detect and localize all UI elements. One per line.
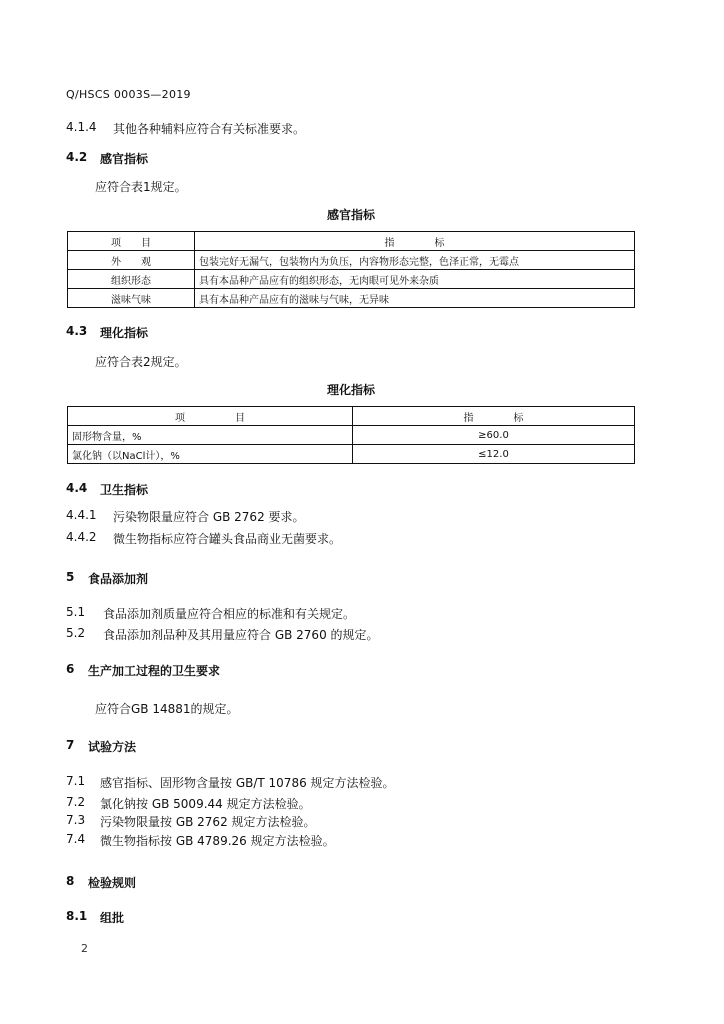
clause-number: 4.1.4 [66,120,97,134]
clause-text: 其他各种辅料应符合有关标准要求。 [113,122,306,136]
section-number: 4.4 [66,481,88,495]
section-title: 检验规则 [88,876,137,890]
clause-number: 7.2 [66,795,86,809]
section-number: 8 [66,874,75,888]
header-spec: 指 标 [195,232,635,251]
table-caption: 感官指标 [327,208,376,222]
section-number: 4.3 [66,324,88,338]
clause-text: 感官指标、固形物含量按 GB/T 10786 规定方法检验。 [100,776,395,790]
section-number: 4.2 [66,150,88,164]
header-item: 项 目 [68,232,195,251]
table-row [68,426,635,445]
table-cell: 具有本品种产品应有的组织形态，无肉眼可见外来杂质 [195,270,635,289]
table-row [68,445,635,464]
table-row [68,289,635,308]
paragraph: 应符合GB 14881的规定。 [95,702,239,716]
table-header-row [68,407,635,426]
clause-number: 7.4 [66,832,86,846]
table-cell: 滋味气味 [68,289,195,308]
clause-number: 5.1 [66,605,86,619]
header-item: 项 目 [68,407,353,426]
section-title: 生产加工过程的卫生要求 [88,664,221,678]
page-number: 2 [81,942,88,955]
table-row [68,251,635,270]
paragraph: 应符合表2规定。 [95,355,187,369]
table-cell: ≥60.0 [353,426,635,445]
clause-text: 微生物指标应符合罐头食品商业无菌要求。 [113,532,342,546]
sensory-table [67,231,635,308]
clause-number: 7.1 [66,774,86,788]
table-cell: ≤12.0 [353,445,635,464]
section-title: 卫生指标 [100,483,149,497]
clause-number: 7.3 [66,813,86,827]
section-number: 7 [66,738,75,752]
table-caption: 理化指标 [327,383,376,397]
table-header-row [68,232,635,251]
clause-text: 食品添加剂质量应符合相应的标准和有关规定。 [103,607,356,621]
section-number: 5 [66,570,75,584]
paragraph: 应符合表1规定。 [95,180,187,194]
clause-number: 5.2 [66,626,86,640]
table-row [68,270,635,289]
section-number: 6 [66,662,75,676]
physicochemical-table [67,406,635,464]
table-cell: 固形物含量，% [68,426,353,445]
clause-text: 污染物限量应符合 GB 2762 要求。 [113,510,305,524]
clause-number: 4.4.2 [66,530,97,544]
header-spec: 指 标 [353,407,635,426]
clause-text: 微生物指标按 GB 4789.26 规定方法检验。 [100,834,335,848]
section-number: 8.1 [66,909,88,923]
table-cell: 组织形态 [68,270,195,289]
section-title: 食品添加剂 [88,572,149,586]
table-cell: 外 观 [68,251,195,270]
section-title: 组批 [100,911,125,925]
table-cell: 包装完好无漏气，包装物内为负压，内容物形态完整，色泽正常，无霉点 [195,251,635,270]
table-cell: 氯化钠（以NaCl计），% [68,445,353,464]
section-title: 感官指标 [100,152,149,166]
section-title: 试验方法 [88,740,137,754]
document-id: Q/HSCS 0003S—2019 [66,88,191,101]
clause-number: 4.4.1 [66,508,97,522]
section-title: 理化指标 [100,326,149,340]
clause-text: 食品添加剂品种及其用量应符合 GB 2760 的规定。 [103,628,379,642]
clause-text: 氯化钠按 GB 5009.44 规定方法检验。 [100,797,311,811]
table-cell: 具有本品种产品应有的滋味与气味，无异味 [195,289,635,308]
clause-text: 污染物限量按 GB 2762 规定方法检验。 [100,815,316,829]
